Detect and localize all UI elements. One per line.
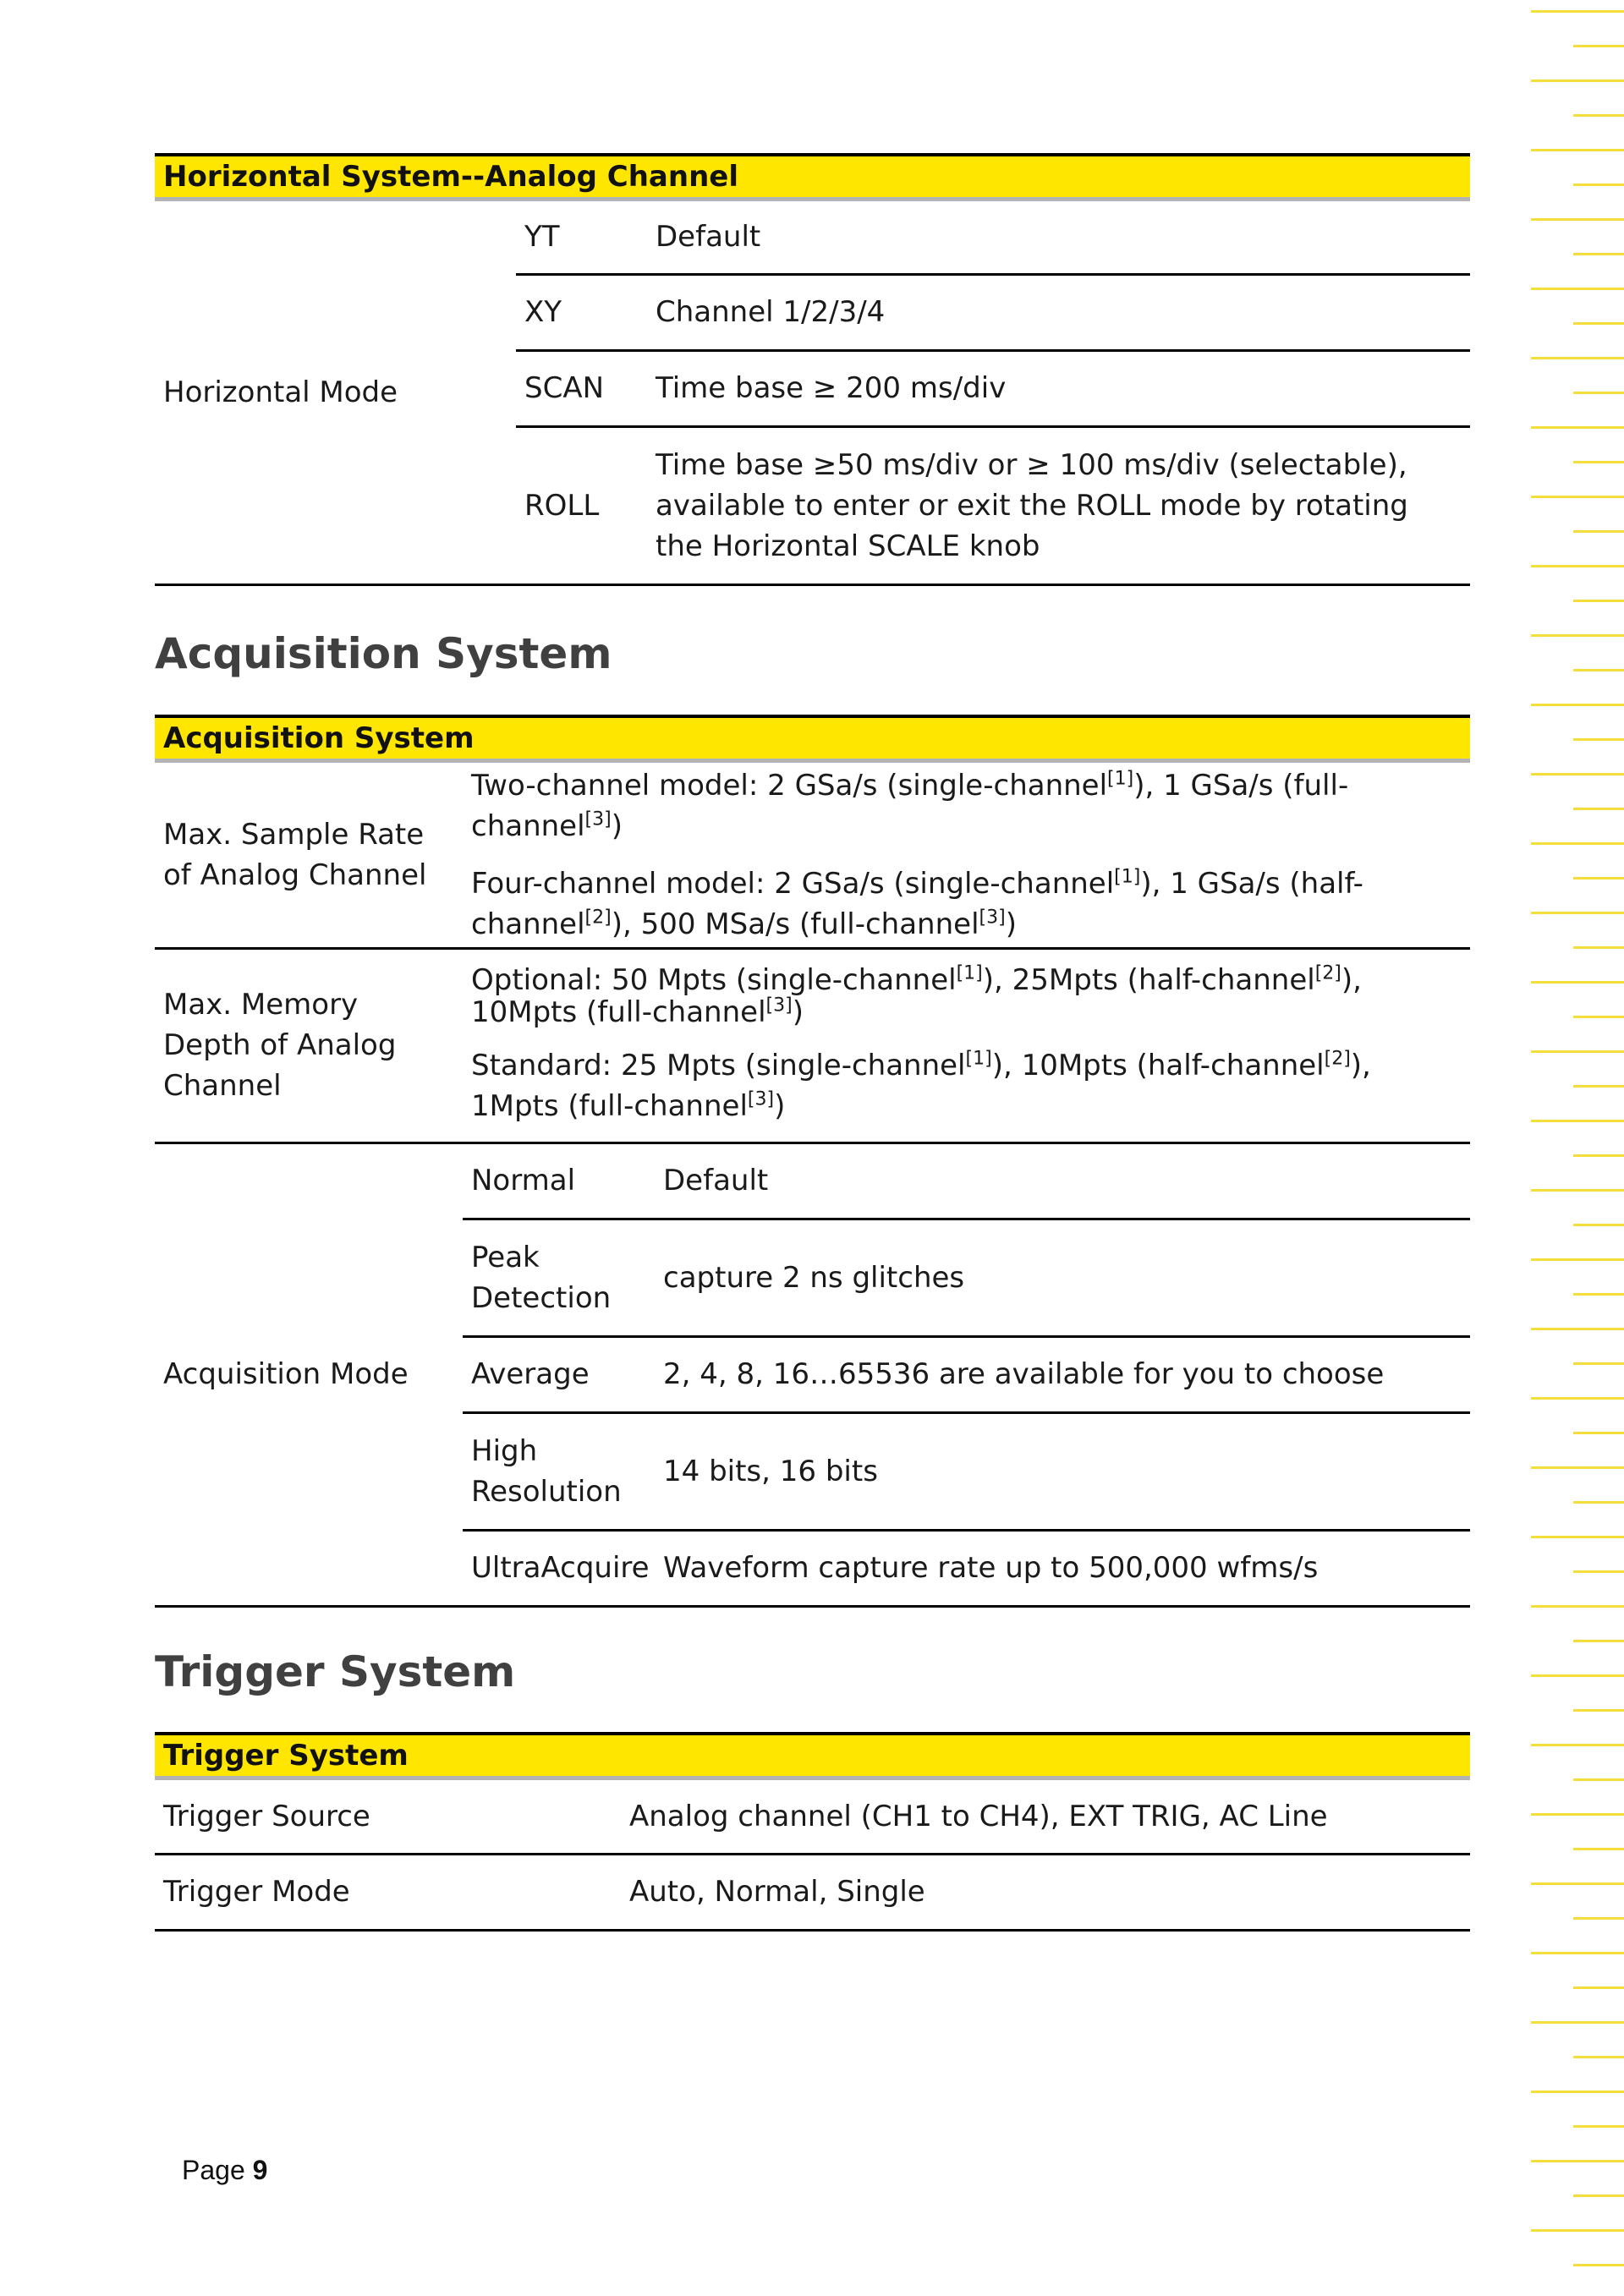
rail-line <box>1531 1397 1624 1400</box>
desc-cell: Default <box>647 199 1470 274</box>
rail-line <box>1573 1085 1624 1088</box>
rail-line <box>1531 1120 1624 1122</box>
rail-line <box>1531 2229 1624 2232</box>
mode-cell: High Resolution <box>463 1412 655 1530</box>
memory-depth-line-2: Standard: 25 Mpts (single-channel[1]), 10Mpts (half-channel[2]), 1Mpts (full-channel[3]) <box>471 1048 1371 1123</box>
rail-line <box>1573 2056 1624 2058</box>
sample-rate-label: Max. Sample Rate of Analog Channel <box>155 760 463 948</box>
rail-line <box>1573 2264 1624 2266</box>
acquisition-system-table <box>155 715 1470 1608</box>
rail-line <box>1573 1709 1624 1712</box>
acquisition-table-header: Acquisition System <box>155 716 1470 760</box>
desc-cell: Channel 1/2/3/4 <box>647 274 1470 350</box>
memory-depth-line-1: Optional: 50 Mpts (single-channel[1]), 25Mpts (half-channel[2]), 10Mpts (full-channel[3]) <box>471 962 1362 1029</box>
decorative-side-rail <box>1522 0 1624 2296</box>
rail-line <box>1531 1536 1624 1538</box>
sample-rate-line-2: Four-channel model: 2 GSa/s (single-channel[1]), 1 GSa/s (half-channel[2]), 500 MSa/s (full-channel[3]) <box>471 866 1363 941</box>
rail-line <box>1531 79 1624 82</box>
rail-line <box>1573 669 1624 671</box>
trigger-section-title: Trigger System <box>155 1647 516 1696</box>
rail-line <box>1531 704 1624 706</box>
mode-cell: Normal <box>463 1143 655 1219</box>
rail-line <box>1531 842 1624 845</box>
rail-line <box>1531 10 1624 13</box>
page-number-value: 9 <box>252 2155 268 2185</box>
sample-rate-line-1: Two-channel model: 2 GSa/s (single-channel[1]), 1 GSa/s (full-channel[3]) <box>471 768 1349 843</box>
desc-cell: 14 bits, 16 bits <box>655 1412 1470 1530</box>
horizontal-mode-label: Horizontal Mode <box>155 199 516 584</box>
desc-cell: Time base ≥50 ms/div or ≥ 100 ms/div (selectable), available to enter or exit the ROLL mode by rotating the Horizontal SCALE knob <box>647 426 1470 584</box>
rail-line <box>1573 1848 1624 1850</box>
rail-line <box>1531 1605 1624 1608</box>
rail-line <box>1573 114 1624 117</box>
page-number <box>182 2155 267 2186</box>
desc-cell: Default <box>655 1143 1470 1219</box>
rail-line <box>1573 322 1624 325</box>
acquisition-mode-label: Acquisition Mode <box>155 1143 463 1606</box>
rail-line <box>1573 600 1624 602</box>
trigger-source-value: Analog channel (CH1 to CH4), EXT TRIG, AC Line <box>621 1778 1470 1854</box>
rail-line <box>1573 253 1624 255</box>
desc-cell: Time base ≥ 200 ms/div <box>647 350 1470 426</box>
acquisition-section-title: Acquisition System <box>155 629 612 678</box>
mode-cell: SCAN <box>516 350 647 426</box>
rail-line <box>1531 357 1624 359</box>
mode-cell: XY <box>516 274 647 350</box>
rail-line <box>1573 1432 1624 1434</box>
rail-line <box>1573 1917 1624 1920</box>
rail-line <box>1531 1813 1624 1816</box>
page-label: Page <box>182 2155 245 2185</box>
rail-line <box>1573 1016 1624 1018</box>
mode-cell: ROLL <box>516 426 647 584</box>
rail-line <box>1531 2160 1624 2162</box>
trigger-table-header: Trigger System <box>155 1734 1470 1778</box>
trigger-mode-label: Trigger Mode <box>155 1854 621 1930</box>
mode-cell: YT <box>516 199 647 274</box>
rail-line <box>1573 1778 1624 1781</box>
rail-line <box>1531 149 1624 151</box>
trigger-system-table <box>155 1732 1470 1932</box>
rail-line <box>1573 738 1624 741</box>
rail-line <box>1573 2125 1624 2128</box>
rail-line <box>1531 218 1624 221</box>
sample-rate-value <box>463 760 1470 948</box>
rail-line <box>1573 1986 1624 1989</box>
rail-line <box>1531 1258 1624 1261</box>
rail-line <box>1573 1501 1624 1504</box>
desc-cell: 2, 4, 8, 16…65536 are available for you to choose <box>655 1336 1470 1412</box>
rail-line <box>1573 808 1624 810</box>
rail-line <box>1531 1328 1624 1330</box>
rail-line <box>1573 1570 1624 1573</box>
rail-line <box>1573 1362 1624 1365</box>
rail-line <box>1573 877 1624 879</box>
horizontal-table-header: Horizontal System--Analog Channel <box>155 155 1470 199</box>
rail-line <box>1531 426 1624 429</box>
rail-line <box>1531 2091 1624 2093</box>
memory-depth-label: Max. Memory Depth of Analog Channel <box>155 948 463 1143</box>
mode-cell: Peak Detection <box>463 1219 655 1336</box>
rail-line <box>1573 1640 1624 1642</box>
rail-line <box>1573 392 1624 394</box>
rail-line <box>1531 1882 1624 1885</box>
trigger-mode-value: Auto, Normal, Single <box>621 1854 1470 1930</box>
rail-line <box>1531 1674 1624 1677</box>
rail-line <box>1573 2195 1624 2197</box>
rail-line <box>1531 1952 1624 1954</box>
rail-line <box>1531 981 1624 984</box>
rail-line <box>1531 2021 1624 2024</box>
rail-line <box>1531 288 1624 290</box>
rail-line <box>1531 912 1624 914</box>
rail-line <box>1531 634 1624 637</box>
trigger-source-label: Trigger Source <box>155 1778 621 1854</box>
rail-line <box>1531 1189 1624 1192</box>
rail-line <box>1573 530 1624 533</box>
memory-depth-value <box>463 948 1470 1143</box>
rail-line <box>1573 1154 1624 1157</box>
rail-line <box>1531 1744 1624 1746</box>
rail-line <box>1531 1050 1624 1053</box>
desc-cell: capture 2 ns glitches <box>655 1219 1470 1336</box>
rail-line <box>1573 946 1624 949</box>
desc-cell: Waveform capture rate up to 500,000 wfms/s <box>655 1530 1470 1606</box>
rail-line <box>1531 565 1624 567</box>
rail-line <box>1573 184 1624 186</box>
mode-cell: UltraAcquire <box>463 1530 655 1606</box>
rail-line <box>1531 496 1624 498</box>
rail-line <box>1573 461 1624 463</box>
horizontal-system-table <box>155 153 1470 586</box>
rail-line <box>1573 1224 1624 1226</box>
rail-line <box>1573 1293 1624 1296</box>
rail-line <box>1573 45 1624 47</box>
rail-line <box>1531 773 1624 775</box>
rail-line <box>1531 1466 1624 1469</box>
mode-cell: Average <box>463 1336 655 1412</box>
